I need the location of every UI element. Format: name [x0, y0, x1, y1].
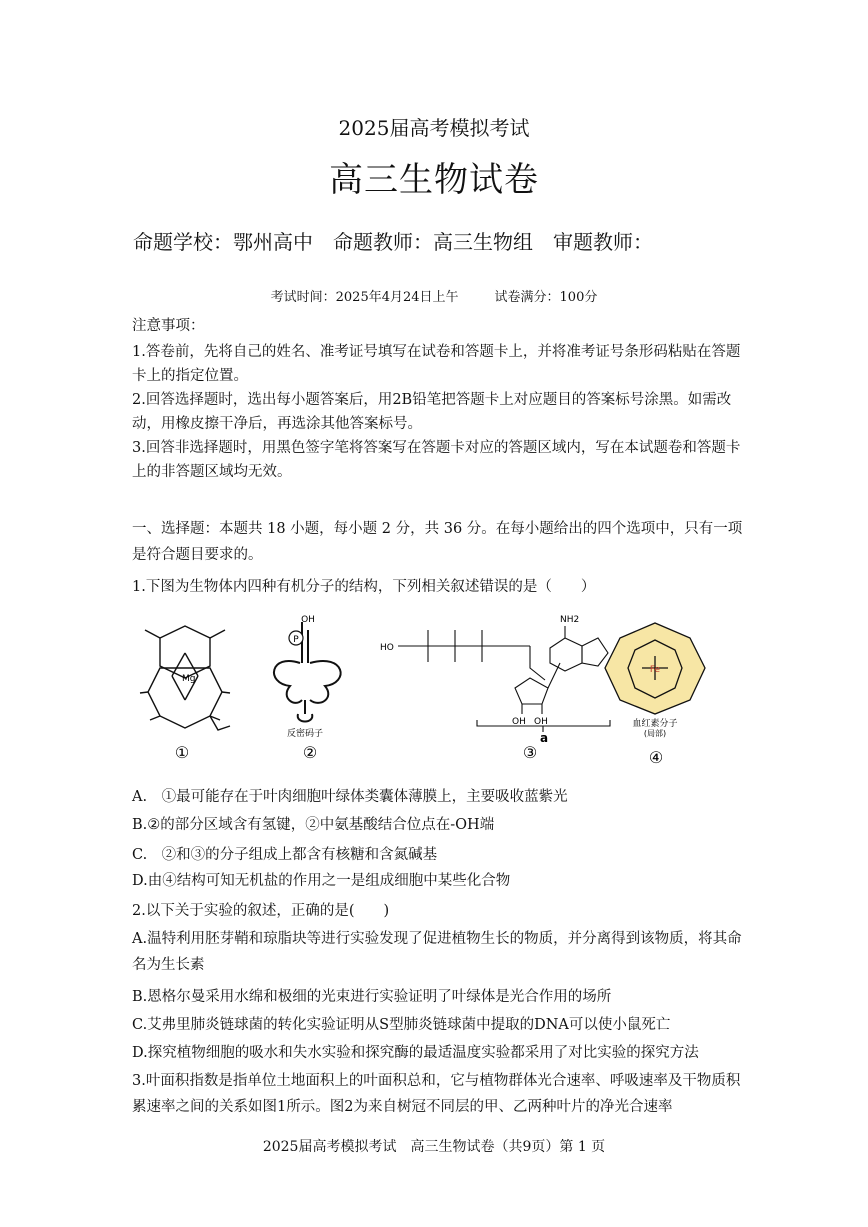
heme-sub-label: (局部)	[643, 729, 667, 738]
question-2-stem: 2.以下关于实验的叙述，正确的是( )	[132, 903, 390, 919]
molecule-figure	[130, 608, 740, 778]
note-item: 1.答卷前，先将自己的姓名、准考证号填写在试卷和答题卡上，并将准考证号条形码粘贴在答题卡上的指定位置。	[132, 344, 741, 384]
question-2-option-a: A.温特利用胚芽鞘和琼脂块等进行实验发现了促进植物生长的物质，并分离得到该物质，将其命名为生长素	[132, 931, 742, 973]
exam-time: 考试时间：2025年4月24日上午	[270, 290, 459, 305]
ribose-oh-label-1: OH	[512, 717, 526, 727]
question-1-option-b: B.②的部分区域含有氢键，②中氨基酸结合位点在-OH端	[132, 817, 495, 833]
fe-label: Fe	[649, 665, 661, 675]
notes-title: 注意事项：	[132, 318, 205, 334]
figure-number-3: ③	[522, 743, 538, 762]
exam-meta	[0, 286, 868, 305]
question-1-option-c: C. ②和③的分子组成上都含有核糖和含氮碱基	[132, 847, 438, 863]
question-2-option-b: B.恩格尔曼采用水绵和极细的光束进行实验证明了叶绿体是光合作用的场所	[132, 989, 612, 1005]
question-1-option-d: D.由④结构可知无机盐的作用之一是组成细胞中某些化合物	[132, 873, 511, 889]
heme-label: 血红素分子	[632, 719, 678, 729]
question-3-stem: 3.叶面积指数是指单位土地面积上的叶面积总和，它与植物群体光合速率、呼吸速率及干物质积累速率之间的关系如图1所示。图2为来自树冠不同层的甲、乙两种叶片的净光合速率	[132, 1073, 741, 1115]
exam-score: 试卷满分：100分	[494, 290, 598, 305]
figure-number-4: ④	[648, 748, 664, 767]
ribose-oh-label-2: OH	[534, 717, 548, 727]
authors-line: 命题学校：鄂州高中 命题教师：高三生物组 审题教师：	[133, 230, 653, 254]
atp-ho-label: HO	[380, 643, 394, 653]
question-2-option-c: C.艾弗里肺炎链球菌的转化实验证明从S型肺炎链球菌中提取的DNA可以使小鼠死亡	[132, 1017, 671, 1033]
page-title: 高三生物试卷	[329, 160, 539, 200]
trna-structure	[274, 622, 341, 722]
figure-number-2: ②	[302, 743, 318, 762]
page-footer: 2025届高考模拟考试 高三生物试卷（共9页）第 1 页	[262, 1139, 606, 1155]
note-item: 3.回答非选择题时，用黑色签字笔将答案写在答题卡对应的答题区域内，写在本试题卷和答题卡上的非答题区域均无效。	[132, 440, 741, 480]
atp-structure	[398, 626, 610, 732]
section-heading: 一、选择题：本题共 18 小题，每小题 2 分，共 36 分。在每小题给出的四个选项中，只有一项是符合题目要求的。	[132, 521, 743, 563]
question-2-option-d: D.探究植物细胞的吸水和失水实验和探究酶的最适温度实验都采用了对比实验的探究方法	[132, 1045, 699, 1061]
question-1-option-a: A. ①最可能存在于叶肉细胞叶绿体类囊体薄膜上，主要吸收蓝紫光	[132, 789, 568, 805]
anticodon-label: 反密码子	[286, 729, 324, 739]
note-item: 2.回答选择题时，选出每小题答案后，用2B铅笔把答题卡上对应题目的答案标号涂黑。如需改动，用橡皮擦干净后，再选涂其他答案标号。	[132, 392, 732, 432]
question-1-stem: 1.下图为生物体内四种有机分子的结构，下列相关叙述错误的是（ ）	[132, 579, 596, 595]
mg-label: Mg	[182, 674, 196, 684]
nh2-label: NH2	[560, 615, 580, 625]
exam-header: 2025届高考模拟考试	[338, 116, 530, 140]
phosphate-label: P	[293, 635, 299, 645]
bracket-a-label: a	[540, 731, 549, 745]
figure-number-1: ①	[174, 743, 190, 762]
oh-label: OH	[301, 615, 315, 625]
